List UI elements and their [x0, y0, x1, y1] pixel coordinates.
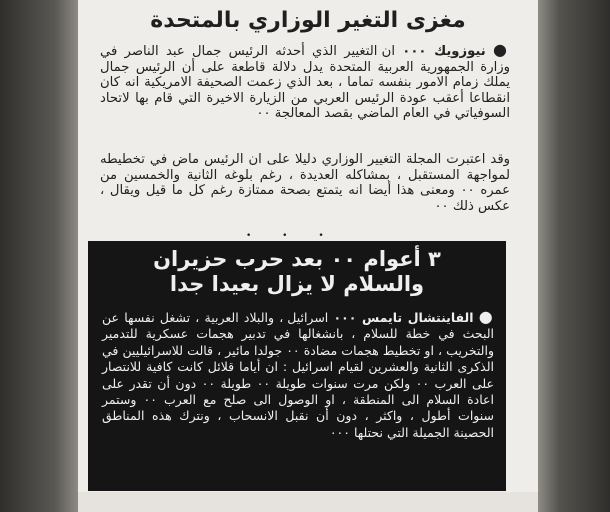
- boxed-article: [88, 241, 506, 491]
- left-background-shadow: [0, 0, 78, 512]
- right-background-shadow: [538, 0, 610, 512]
- boxed-body-text: اسرائيل ، والبلاد العربية ، تشغل نفسها عن البحث في خطة للسلام ، بانشغالها في تدبير هجمات عسكرية للتدمير والتخريب ، او تخطيط هجمات مضادة ٠٠ جولدا مائير ، قالت للاسرائيليين في الذكرى الثانية والعشرين لقيام اسرائيل : ان أياما قلائل كانت كافية للانتصار على العرب ٠٠ ولكن مرت سنوات طويلة ٠٠ طويلة ٠٠ دون أن تقدر على اعادة السلام الى المنطقة ، او الوصول الى صلح مع العرب ٠٠ وستمر سنوات أطول ، واكثر ، دون أن نقبل الانسحاب ، ونترك هذه المناطق الحصينة الجميلة التي نحتلها ٠٠٠: [102, 310, 494, 440]
- article-paragraph-2: وقد اعتبرت المجلة التغيير الوزاري دليلا على ان الرئيس ماض في تخطيطه لمواجهة المستقبل ، بمشاكله العديدة ، رغم بلوغه الثانية والخمسين من عمره ٠٠ ومعنى هذا أيضا انه يتمتع بصحة ممتازة رغم كل ما قيل ويقال ، عكس ذلك ٠٠: [100, 152, 510, 214]
- newspaper-page: [78, 0, 538, 512]
- bullet-icon: ●: [478, 307, 494, 326]
- boxed-headline-line-1: ٣ أعوام ٠٠ بعد حرب حزيران: [153, 247, 441, 271]
- article-source: نيوزويك ٠٠٠: [402, 44, 486, 59]
- article-headline: مغزى التغير الوزاري بالمتحدة: [150, 8, 466, 33]
- separator-dots: • • •: [246, 231, 338, 241]
- bullet-icon: ●: [492, 40, 510, 59]
- boxed-body: [102, 309, 494, 441]
- page-bottom-edge: [78, 492, 538, 512]
- article-paragraph-1: [100, 42, 510, 122]
- boxed-headline: [108, 247, 486, 297]
- boxed-headline-line-2: والسلام لا يزال بعيدا جدا: [169, 272, 425, 296]
- boxed-source: الفاينتشال تايمس ٠٠٠: [333, 310, 474, 325]
- article-paragraph-1-text: ان التغيير الذي أحدثه الرئيس جمال عبد الناصر في وزارة الجمهورية العربية المتحدة يدل دلالة قاطعة على أن الرئيس جمال يملك زمام الامور بنفسه تماما ، بعد الذي زعمت الصحيفة الامريكية انه كان انقطاعا أعقب عودة الرئيس العربي من الزيارة الاخيرة التي قام بها لاتحاد السوفياتي في العام الماضي بقصد المعالجة ٠٠: [100, 44, 510, 122]
